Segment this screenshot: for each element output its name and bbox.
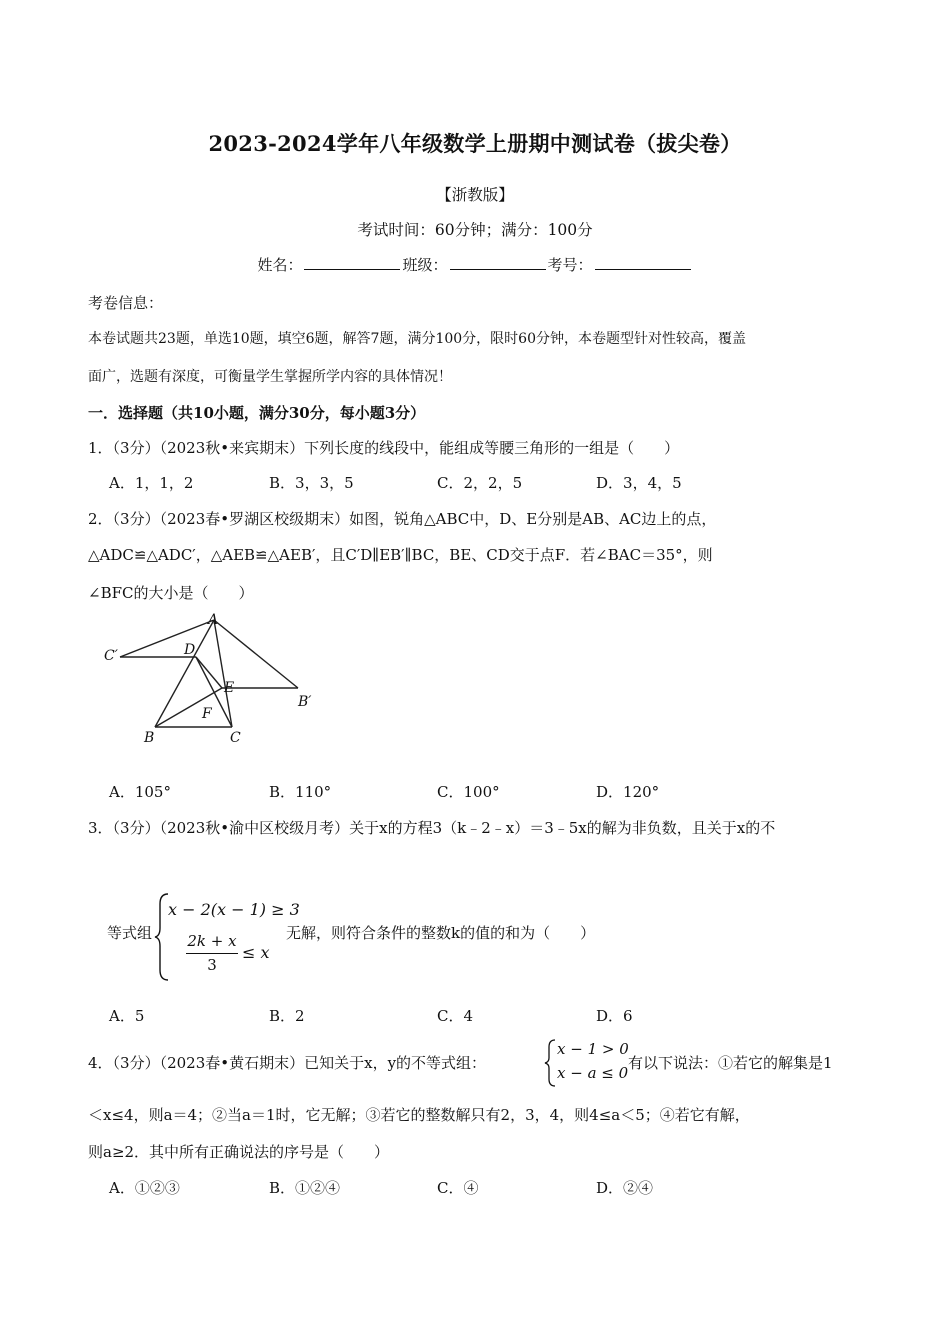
q2-line-2: △ADC≌△ADC′，△AEB≌△AEB′，且C′D∥EB′∥BC，BE、CD交于点F．若∠BAC＝35°，则: [88, 546, 713, 564]
edition-label: 【浙教版】: [436, 186, 514, 204]
label-a: A: [208, 612, 219, 628]
info-heading: 考卷信息：: [88, 294, 164, 312]
q3-suffix: 无解，则符合条件的整数k的值的和为（ ）: [286, 924, 596, 942]
q4-system-brace: [544, 1038, 558, 1088]
q3-prefix: 等式组: [107, 924, 153, 942]
q2-line-3: ∠BFC的大小是（ ）: [88, 584, 254, 602]
exam-time: 考试时间：60分钟；满分：100分: [357, 221, 593, 239]
name-blank[interactable]: [304, 255, 400, 270]
q2-option-b[interactable]: B．110°: [269, 783, 332, 801]
q3-option-c[interactable]: C．4: [437, 1007, 474, 1025]
q3-inequality-2-denominator: 3: [207, 956, 217, 974]
label-e: E: [224, 680, 235, 696]
q3-fraction-bar: [186, 953, 238, 954]
student-info-row: [0, 254, 950, 275]
q1-stem: 1．（3分）（2023秋•来宾期末）下列长度的线段中，能组成等腰三角形的一组是（ ）: [88, 439, 680, 457]
number-blank[interactable]: [595, 255, 691, 270]
q2-option-c[interactable]: C．100°: [437, 783, 500, 801]
q4-line-3: 则a≥2．其中所有正确说法的序号是（ ）: [88, 1143, 390, 1161]
q1-option-b[interactable]: B．3，3，5: [269, 474, 354, 492]
class-label: 班级：: [402, 256, 448, 274]
q3-line-1: 3．（3分）（2023秋•渝中区校级月考）关于x的方程3（k﹣2﹣x）＝3﹣5x的解为非负数，且关于x的不: [88, 819, 776, 837]
q2-line-1: 2．（3分）（2023春•罗湖区校级期末）如图，锐角△ABC中，D、E分别是AB、AC边上的点，: [88, 510, 717, 528]
q2-geometry-figure: [100, 610, 330, 750]
q3-option-d[interactable]: D．6: [596, 1007, 633, 1025]
seg-a-b1: [214, 620, 298, 688]
q4-option-b[interactable]: B．①②④: [269, 1179, 341, 1197]
q1-option-c[interactable]: C．2，2，5: [437, 474, 523, 492]
q2-option-d[interactable]: D．120°: [596, 783, 660, 801]
q4-line-1-post: 有以下说法：①若它的解集是1: [628, 1054, 833, 1072]
section-heading: 一．选择题（共10小题，满分30分，每小题3分）: [88, 404, 426, 422]
label-c-prime: C′: [104, 648, 118, 664]
q4-option-c[interactable]: C．④: [437, 1179, 479, 1197]
q3-inequality-2-relation: ≤ x: [242, 943, 270, 962]
q1-option-d[interactable]: D．3，4，5: [596, 474, 682, 492]
q3-option-b[interactable]: B．2: [269, 1007, 305, 1025]
label-b: B: [144, 730, 155, 746]
label-b-prime: B′: [298, 694, 312, 710]
q4-inequality-1: x − 1 > 0: [557, 1040, 629, 1058]
page-title: 2023-2024学年八年级数学上册期中测试卷（拔尖卷）: [208, 131, 742, 156]
class-blank[interactable]: [450, 255, 546, 270]
q4-option-a[interactable]: A．①②③: [109, 1179, 180, 1197]
info-line-1: 本卷试题共23题，单选10题，填空6题，解答7题，满分100分，限时60分钟，本卷题型针对性较高，覆盖: [88, 331, 746, 347]
label-c: C: [230, 730, 241, 746]
q1-option-a[interactable]: A．1，1，2: [109, 474, 194, 492]
q3-option-a[interactable]: A．5: [109, 1007, 145, 1025]
seg-a-c1: [120, 620, 214, 657]
q3-inequality-2-numerator: 2k + x: [187, 932, 237, 950]
number-label: 考号：: [547, 256, 593, 274]
q4-option-d[interactable]: D．②④: [596, 1179, 654, 1197]
q2-option-a[interactable]: A．105°: [109, 783, 171, 801]
label-d: D: [184, 642, 196, 658]
name-label: 姓名：: [257, 256, 303, 274]
q4-line-1-pre: 4．（3分）（2023春•黄石期末）已知关于x，y的不等式组：: [88, 1054, 487, 1072]
q3-inequality-1: x − 2(x − 1) ≥ 3: [168, 900, 300, 919]
q4-inequality-2: x − a ≤ 0: [557, 1064, 629, 1082]
label-f: F: [202, 706, 212, 722]
q4-line-2: ＜x≤4，则a＝4；②当a＝1时，它无解；③若它的整数解只有2，3，4，则4≤a＜5；④若它有解，: [88, 1106, 750, 1124]
info-line-2: 面广，选题有深度，可衡量学生掌握所学内容的具体情况！: [88, 369, 452, 385]
